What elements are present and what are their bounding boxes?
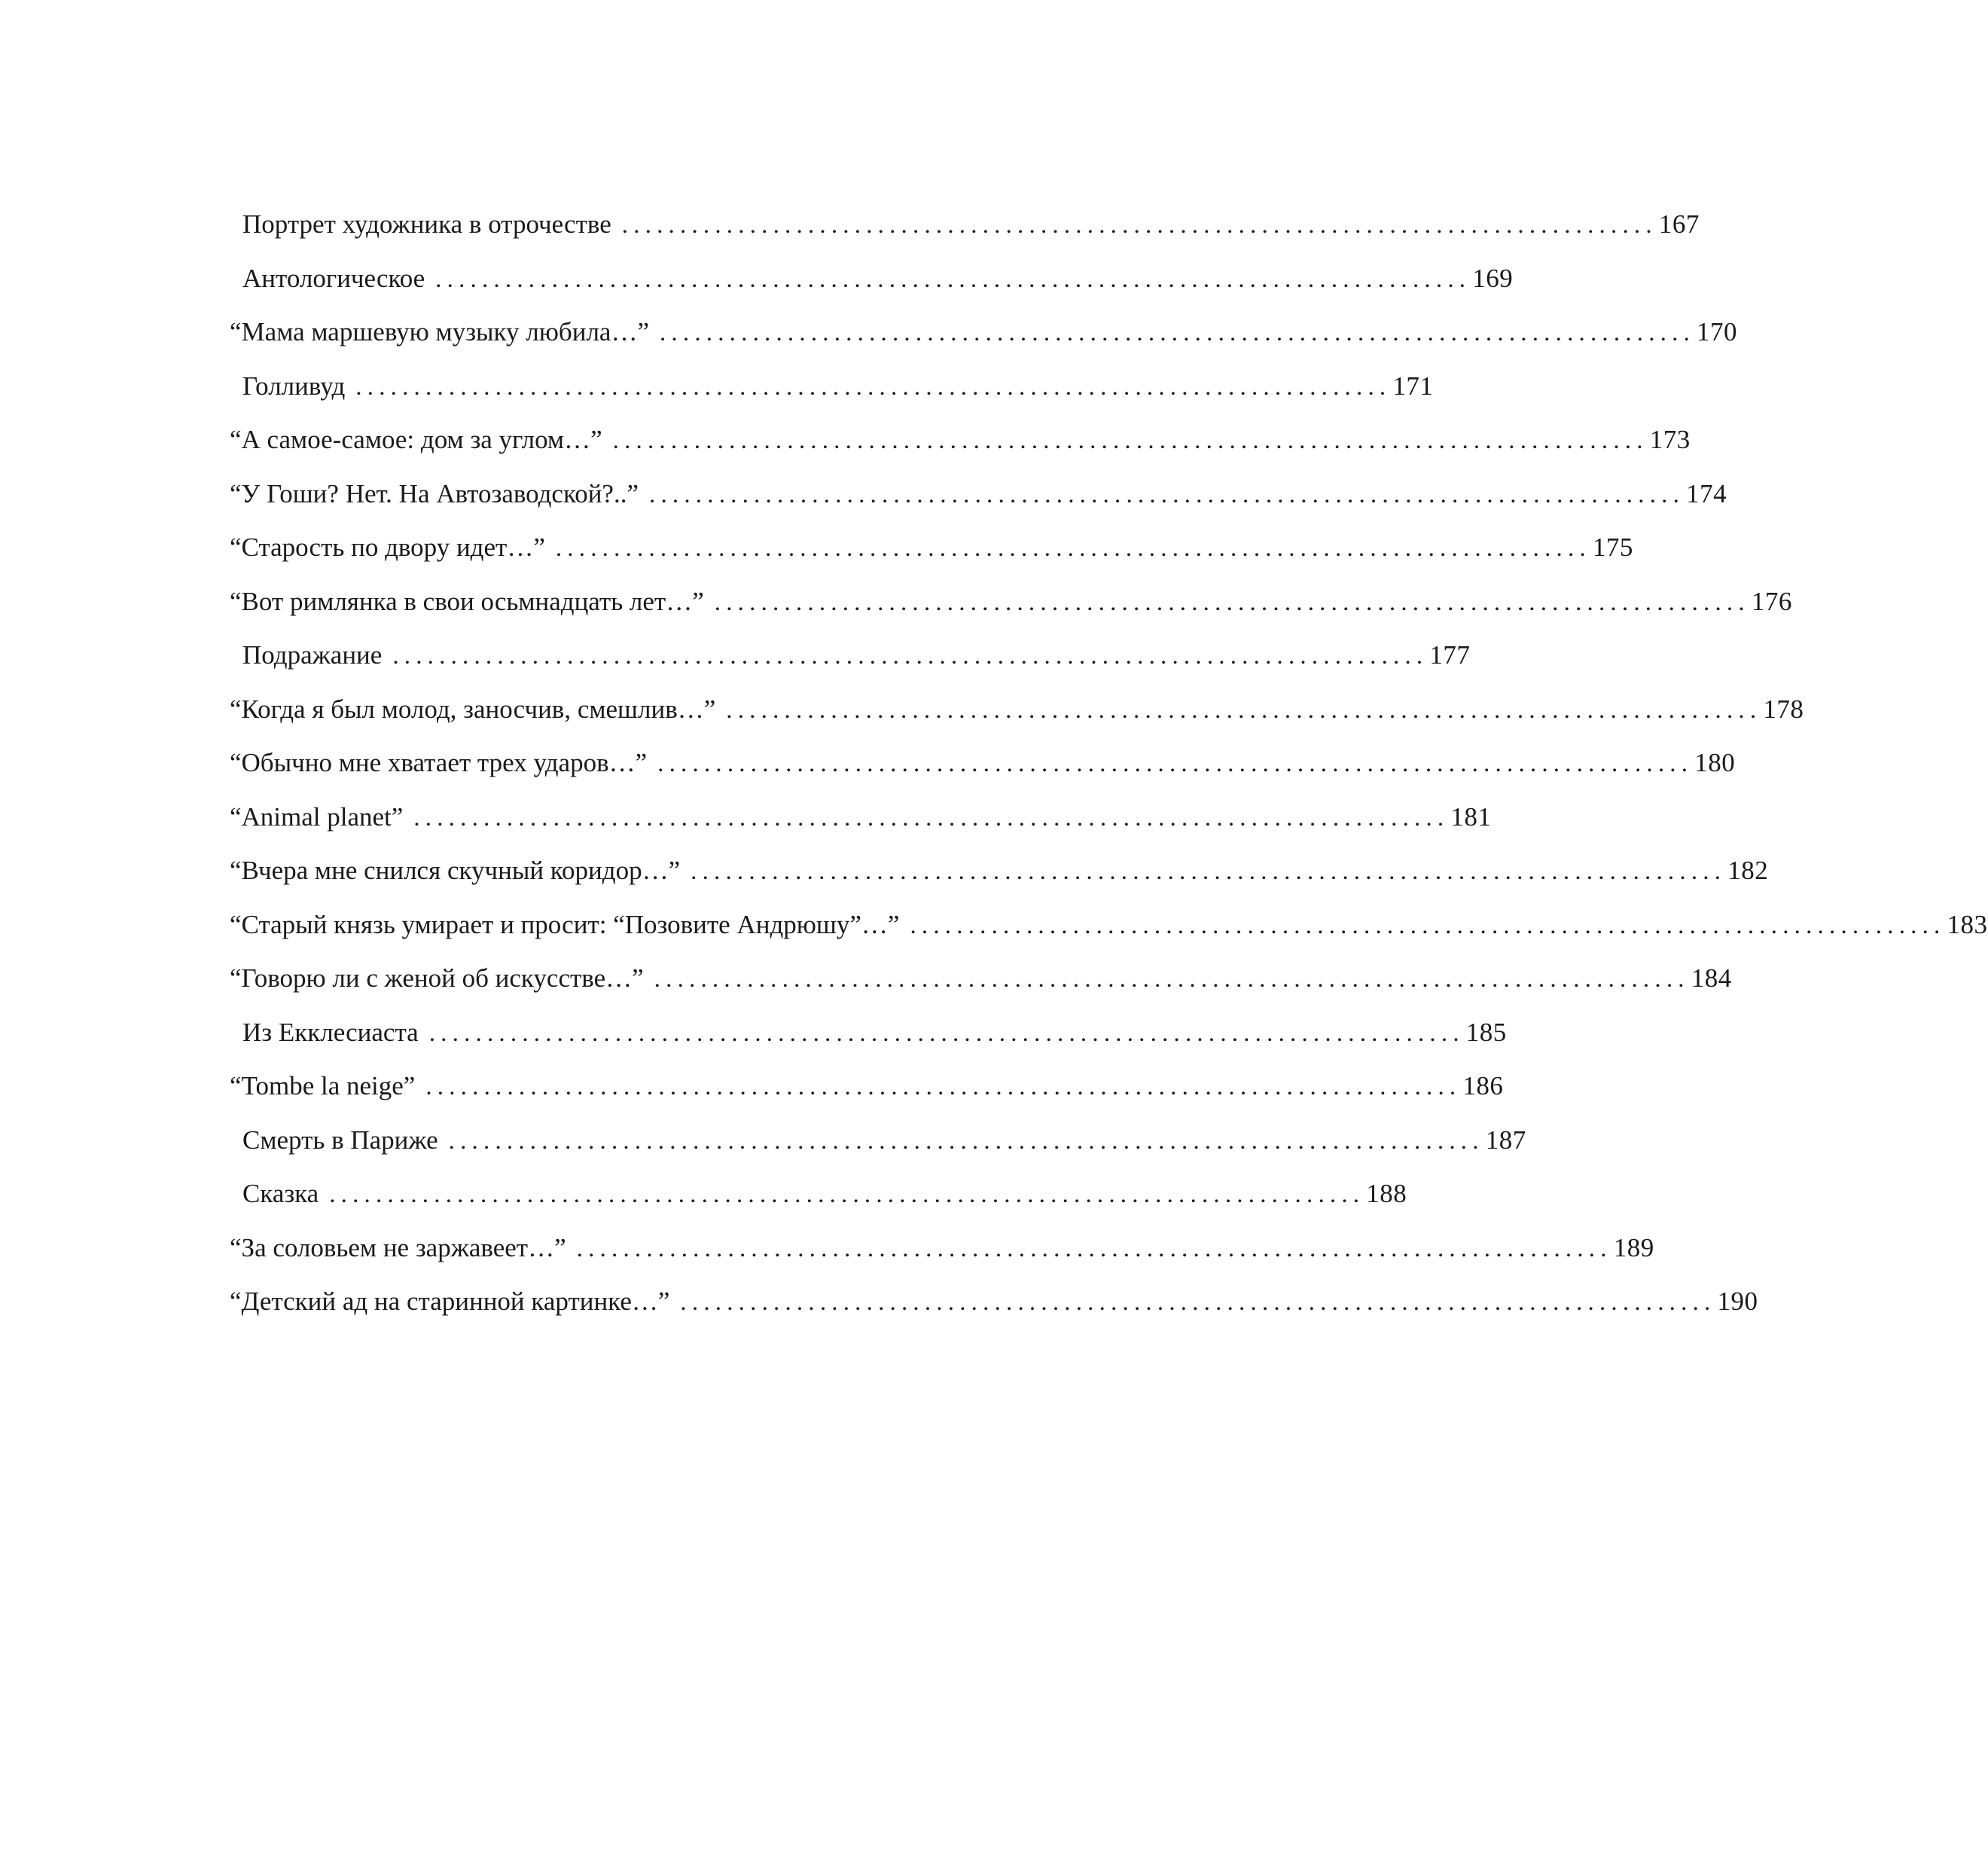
toc-entry[interactable] <box>230 1113 1526 1168</box>
table-of-contents <box>230 197 1988 1329</box>
toc-dot-leader: ......................................................................................... <box>329 1181 1365 1208</box>
toc-dot-leader: ......................................................................................... <box>691 858 1727 885</box>
toc-entry[interactable] <box>230 1221 1654 1275</box>
toc-entry-title: Голливуд <box>242 371 346 401</box>
toc-entry-title: “А самое-самое: дом за углом…” <box>230 425 602 454</box>
toc-page-number: 183 <box>1947 909 1988 939</box>
toc-page-number: 186 <box>1462 1071 1504 1100</box>
toc-page-number: 173 <box>1649 425 1691 454</box>
toc-entry[interactable] <box>230 898 1988 952</box>
toc-dot-leader: ......................................................................................... <box>555 535 1591 562</box>
toc-entry[interactable] <box>230 736 1736 790</box>
toc-dot-leader: ......................................................................................... <box>910 911 1946 939</box>
toc-dot-leader: ......................................................................................... <box>392 643 1428 670</box>
toc-dot-leader: ......................................................................................... <box>659 319 1696 346</box>
toc-page-number: 169 <box>1472 263 1514 293</box>
toc-page-number: 185 <box>1465 1017 1507 1047</box>
toc-dot-leader: ......................................................................................... <box>657 750 1694 777</box>
toc-entry[interactable] <box>230 359 1434 414</box>
toc-entry[interactable] <box>230 951 1732 1006</box>
toc-page-number: 180 <box>1694 748 1736 777</box>
toc-dot-leader: ......................................................................................... <box>413 804 1450 832</box>
toc-page-number: 177 <box>1429 640 1471 670</box>
toc-entry-title: Антологическое <box>242 263 425 293</box>
toc-dot-leader: ......................................................................................... <box>714 588 1750 616</box>
toc-entry[interactable] <box>230 682 1804 737</box>
toc-entry-title: “Когда я был молод, заносчив, смешлив…” <box>230 694 716 724</box>
toc-dot-leader: ......................................................................................... <box>435 265 1471 293</box>
toc-page-number: 184 <box>1691 963 1732 993</box>
toc-dot-leader: ......................................................................................... <box>576 1235 1612 1262</box>
toc-page-number: 176 <box>1751 586 1792 616</box>
toc-page-number: 178 <box>1763 694 1804 724</box>
toc-dot-leader: ......................................................................................... <box>649 481 1685 508</box>
toc-page-number: 182 <box>1727 856 1769 885</box>
toc-entry[interactable] <box>230 1167 1407 1221</box>
toc-entry[interactable] <box>230 844 1769 898</box>
toc-entry-title: “Говорю ли с женой об искусстве…” <box>230 963 644 993</box>
toc-dot-leader: ......................................................................................... <box>654 966 1690 993</box>
toc-page-number: 171 <box>1392 371 1434 401</box>
toc-dot-leader: ......................................................................................... <box>355 373 1392 401</box>
toc-entry[interactable] <box>230 413 1691 467</box>
toc-page-number: 175 <box>1592 533 1633 562</box>
toc-entry[interactable] <box>230 1274 1758 1329</box>
toc-page-number: 188 <box>1366 1179 1407 1208</box>
toc-entry-title: “За соловьем не заржавеет…” <box>230 1232 566 1262</box>
toc-page-number: 167 <box>1658 209 1700 239</box>
toc-entry-title: Из Екклесиаста <box>242 1017 419 1047</box>
toc-entry[interactable] <box>230 467 1727 521</box>
toc-entry-title: “Вчера мне снился скучный коридор…” <box>230 856 681 885</box>
toc-entry[interactable] <box>230 1059 1504 1113</box>
toc-entry-title: Смерть в Париже <box>242 1125 438 1155</box>
toc-entry[interactable] <box>230 1006 1507 1060</box>
toc-entry[interactable] <box>230 575 1792 629</box>
toc-page-number: 170 <box>1697 317 1738 346</box>
toc-dot-leader: ......................................................................................... <box>428 1019 1465 1047</box>
toc-page-number: 174 <box>1686 478 1727 508</box>
toc-entry[interactable] <box>230 305 1738 359</box>
toc-dot-leader: ......................................................................................... <box>448 1127 1484 1155</box>
toc-dot-leader: ......................................................................................... <box>680 1289 1716 1316</box>
toc-entry-title: “Мама маршевую музыку любила…” <box>230 317 649 346</box>
toc-page-number: 190 <box>1717 1287 1758 1316</box>
toc-entry[interactable] <box>230 628 1471 682</box>
toc-entry-title: “Обычно мне хватает трех ударов…” <box>230 748 648 777</box>
toc-entry-title: Подражание <box>242 640 383 670</box>
toc-entry[interactable] <box>230 790 1492 844</box>
toc-dot-leader: ......................................................................................... <box>726 696 1762 724</box>
toc-entry-title: Сказка <box>242 1179 319 1208</box>
toc-entry[interactable] <box>230 520 1633 575</box>
toc-dot-leader: ......................................................................................... <box>612 427 1648 454</box>
toc-entry-title: “Детский ад на старинной картинке…” <box>230 1287 670 1316</box>
toc-entry-title: “Старость по двору идет…” <box>230 533 545 562</box>
toc-entry-title: Портрет художника в отрочестве <box>242 209 611 239</box>
toc-entry[interactable] <box>230 197 1700 252</box>
toc-entry-title: “У Гоши? Нет. На Автозаводской?..” <box>230 478 639 508</box>
toc-dot-leader: ......................................................................................... <box>425 1073 1462 1100</box>
toc-page-number: 189 <box>1613 1232 1654 1262</box>
toc-dot-leader: ......................................................................................... <box>621 212 1657 239</box>
toc-page-number: 181 <box>1450 801 1492 832</box>
toc-page-number: 187 <box>1485 1125 1526 1155</box>
toc-entry-title: “Animal planet” <box>230 801 404 832</box>
toc-entry-title: “Старый князь умирает и просит: “Позовите Андрюшу”…” <box>230 909 900 939</box>
toc-entry-title: “Tombe la neige” <box>230 1071 416 1100</box>
toc-entry[interactable] <box>230 252 1514 306</box>
toc-entry-title: “Вот римлянка в свои осьмнадцать лет…” <box>230 586 704 616</box>
